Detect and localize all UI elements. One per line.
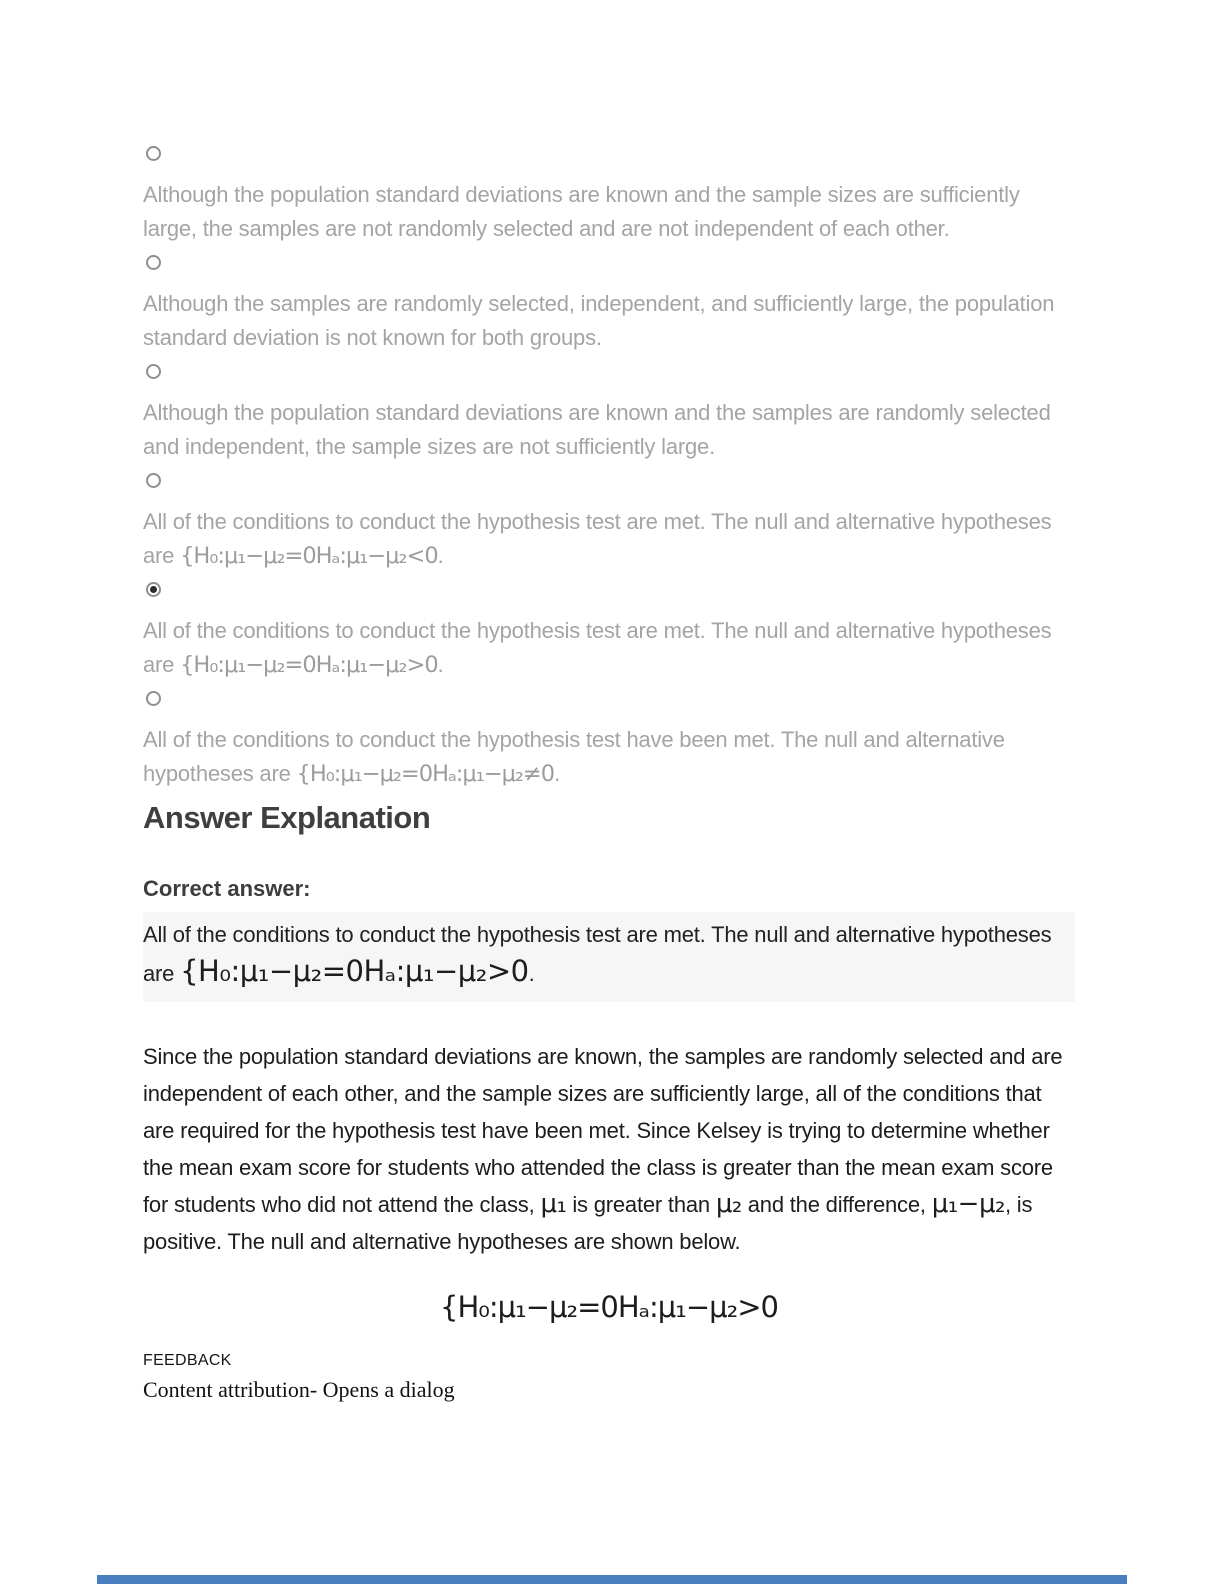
quiz-answer-section (143, 0, 1075, 1403)
option-text: Although the samples are randomly selected, independent, and sufficiently large, the population standard deviation is not known for both groups. (143, 291, 1055, 350)
radio-button-icon[interactable] (146, 364, 161, 379)
option-text: Although the population standard deviations are known and the samples are randomly selected and independent, the sample sizes are not sufficiently large. (143, 400, 1051, 459)
explanation-paragraph (143, 1038, 1075, 1260)
option-suffix: . (554, 760, 560, 786)
correct-answer-text: All of the conditions to conduct the hypothesis test are met. The null and alternative hypotheses are (143, 922, 1052, 986)
option-label[interactable] (143, 178, 1075, 246)
paragraph-text: , is positive. The null and alternative hypotheses are shown below. (143, 1192, 1033, 1254)
option-formula: {H₀:μ₁−μ₂=0Hₐ:μ₁−μ₂>0 (180, 651, 438, 678)
answer-option-4 (143, 473, 1075, 573)
radio-button-icon[interactable] (146, 146, 161, 161)
answer-explanation-heading: Answer Explanation (143, 800, 431, 835)
radio-button-icon[interactable] (146, 473, 161, 488)
paragraph-text: and the difference, (741, 1192, 932, 1217)
option-formula: {H₀:μ₁−μ₂=0Hₐ:μ₁−μ₂<0 (180, 542, 438, 569)
mu1-minus-mu2-symbol: μ₁−μ₂ (931, 1189, 1005, 1219)
option-text: Although the population standard deviations are known and the sample sizes are sufficiently large, the samples are not randomly selected and are not independent of each other. (143, 182, 1020, 241)
correct-answer-formula: {H₀:μ₁−μ₂=0Hₐ:μ₁−μ₂>0 (180, 954, 529, 988)
option-text: All of the conditions to conduct the hypothesis test have been met. The null and alternative hypotheses are (143, 727, 1005, 786)
answer-option-5 (143, 582, 1075, 682)
radio-button-icon[interactable] (146, 691, 161, 706)
page-footer-bar (97, 1575, 1127, 1584)
option-label[interactable] (143, 505, 1075, 573)
correct-answer-label: Correct answer: (143, 876, 311, 901)
correct-answer-suffix: . (528, 961, 535, 986)
option-label[interactable] (143, 287, 1075, 355)
mu1-symbol: μ₁ (540, 1189, 567, 1219)
answer-option-1 (143, 146, 1075, 246)
option-text: All of the conditions to conduct the hypothesis test are met. The null and alternative hypotheses are (143, 509, 1052, 568)
paragraph-text: Since the population standard deviations are known, the samples are randomly selected and are independent of each other, and the sample sizes are sufficiently large, all of the conditions that are required for the hypothesis test have been met. Since Kelsey is trying to determine whether the mean exam score for students who attended the class is greater than the mean exam score for students who did not attend the class, (143, 1044, 1063, 1217)
answer-option-3 (143, 364, 1075, 464)
option-formula: {H₀:μ₁−μ₂=0Hₐ:μ₁−μ₂≠0 (296, 760, 555, 787)
answer-option-2 (143, 255, 1075, 355)
feedback-label: FEEDBACK (143, 1352, 232, 1369)
option-text: All of the conditions to conduct the hypothesis test are met. The null and alternative hypotheses are (143, 618, 1052, 677)
mu2-symbol: μ₂ (715, 1189, 742, 1219)
hypotheses-display-formula: {H₀:μ₁−μ₂=0Hₐ:μ₁−μ₂>0 (440, 1290, 778, 1324)
option-label[interactable] (143, 723, 1075, 791)
answer-option-6 (143, 691, 1075, 791)
paragraph-text: is greater than (566, 1192, 716, 1217)
option-label[interactable] (143, 614, 1075, 682)
radio-button-selected-icon[interactable] (146, 582, 161, 597)
option-suffix: . (437, 542, 444, 568)
option-label[interactable] (143, 396, 1075, 464)
radio-button-icon[interactable] (146, 255, 161, 270)
option-suffix: . (437, 651, 444, 677)
content-attribution-link[interactable]: Content attribution- Opens a dialog (143, 1377, 455, 1402)
correct-answer-box (143, 912, 1075, 1002)
